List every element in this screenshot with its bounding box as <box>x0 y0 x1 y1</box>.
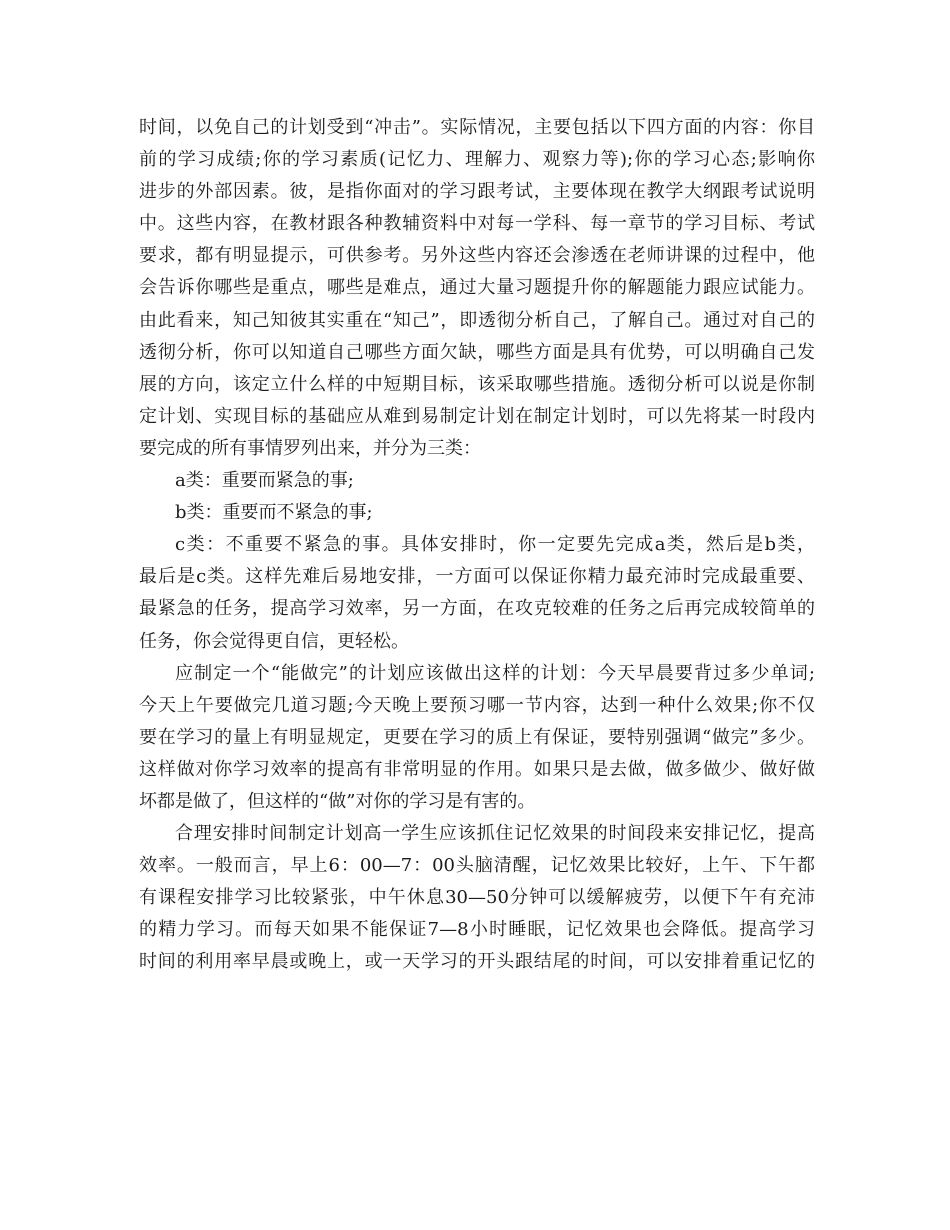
text-line: 时间的利用率早晨或晚上，或一天学习的开头跟结尾的时间，可以安排着重记忆的 <box>139 951 815 973</box>
text-line: 效率。一般而言，早上6：00—7：00头脑清醒，记忆效果比较好，上午、下午都 <box>139 855 815 877</box>
text-line: 今天上午要做完几道习题;今天晚上要预习哪一节内容，达到一种什么效果;你不仅 <box>139 694 815 716</box>
text-line: 前的学习成绩;你的学习素质(记忆力、理解力、观察力等);你的学习心态;影响你 <box>139 149 815 171</box>
text-line: 要在学习的量上有明显规定，更要在学习的质上有保证，要特别强调“做完”多少。 <box>139 726 815 748</box>
text-line: 要完成的所有事情罗列出来，并分为三类： <box>139 437 481 459</box>
text-line: 合理安排时间制定计划高一学生应该抓住记忆效果的时间段来安排记忆，提高 <box>175 823 815 845</box>
text-line: 最紧急的任务，提高学习效率，另一方面，在攻克较难的任务之后再完成较简单的 <box>139 598 815 620</box>
text-line: 时间，以免自己的计划受到“冲击”。实际情况，主要包括以下四方面的内容：你目 <box>139 117 815 138</box>
text-line: a类：重要而紧急的事; <box>175 470 354 492</box>
text-line: 要求，都有明显提示，可供参考。另外这些内容还会渗透在老师讲课的过程中，他 <box>139 245 815 267</box>
text-line: b类：重要而不紧急的事; <box>175 502 373 524</box>
text-line: 最后是c类。这样先难后易地安排，一方面可以保证你精力最充沛时完成最重要、 <box>139 566 815 588</box>
text-line: 有课程安排学习比较紧张，中午休息30—50分钟可以缓解疲劳，以便下午有充沛 <box>139 887 815 909</box>
text-line: 进步的外部因素。彼，是指你面对的学习跟考试，主要体现在教学大纲跟考试说明 <box>139 181 815 203</box>
text-line: 坏都是做了，但这样的“做”对你的学习是有害的。 <box>139 790 536 812</box>
text-line: 中。这些内容，在教材跟各种教辅资料中对每一学科、每一章节的学习目标、考试 <box>139 213 815 235</box>
body-text <box>139 112 815 979</box>
text-line: 应制定一个“能做完”的计划应该做出这样的计划：今天早晨要背过多少单词; <box>175 662 815 684</box>
text-line: 这样做对你学习效率的提高有非常明显的作用。如果只是去做，做多做少、做好做 <box>139 758 815 780</box>
text-line: 展的方向，该定立什么样的中短期目标，该采取哪些措施。透彻分析可以说是你制 <box>139 373 815 395</box>
text-line: c类：不重要不紧急的事。具体安排时，你一定要先完成a类，然后是b类， <box>175 534 815 556</box>
text-line: 会告诉你哪些是重点，哪些是难点，通过大量习题提升你的解题能力跟应试能力。 <box>139 277 815 299</box>
text-line: 任务，你会觉得更自信，更轻松。 <box>139 630 409 652</box>
text-line: 的精力学习。而每天如果不能保证7—8小时睡眠，记忆效果也会降低。提高学习 <box>139 919 815 941</box>
text-line: 由此看来，知己知彼其实重在“知己”，即透彻分析自己，了解自己。通过对自己的 <box>139 309 815 331</box>
text-line: 透彻分析，你可以知道自己哪些方面欠缺，哪些方面是具有优势，可以明确自己发 <box>139 341 815 363</box>
text-line: 定计划、实现目标的基础应从难到易制定计划在制定计划时，可以先将某一时段内 <box>139 405 815 427</box>
